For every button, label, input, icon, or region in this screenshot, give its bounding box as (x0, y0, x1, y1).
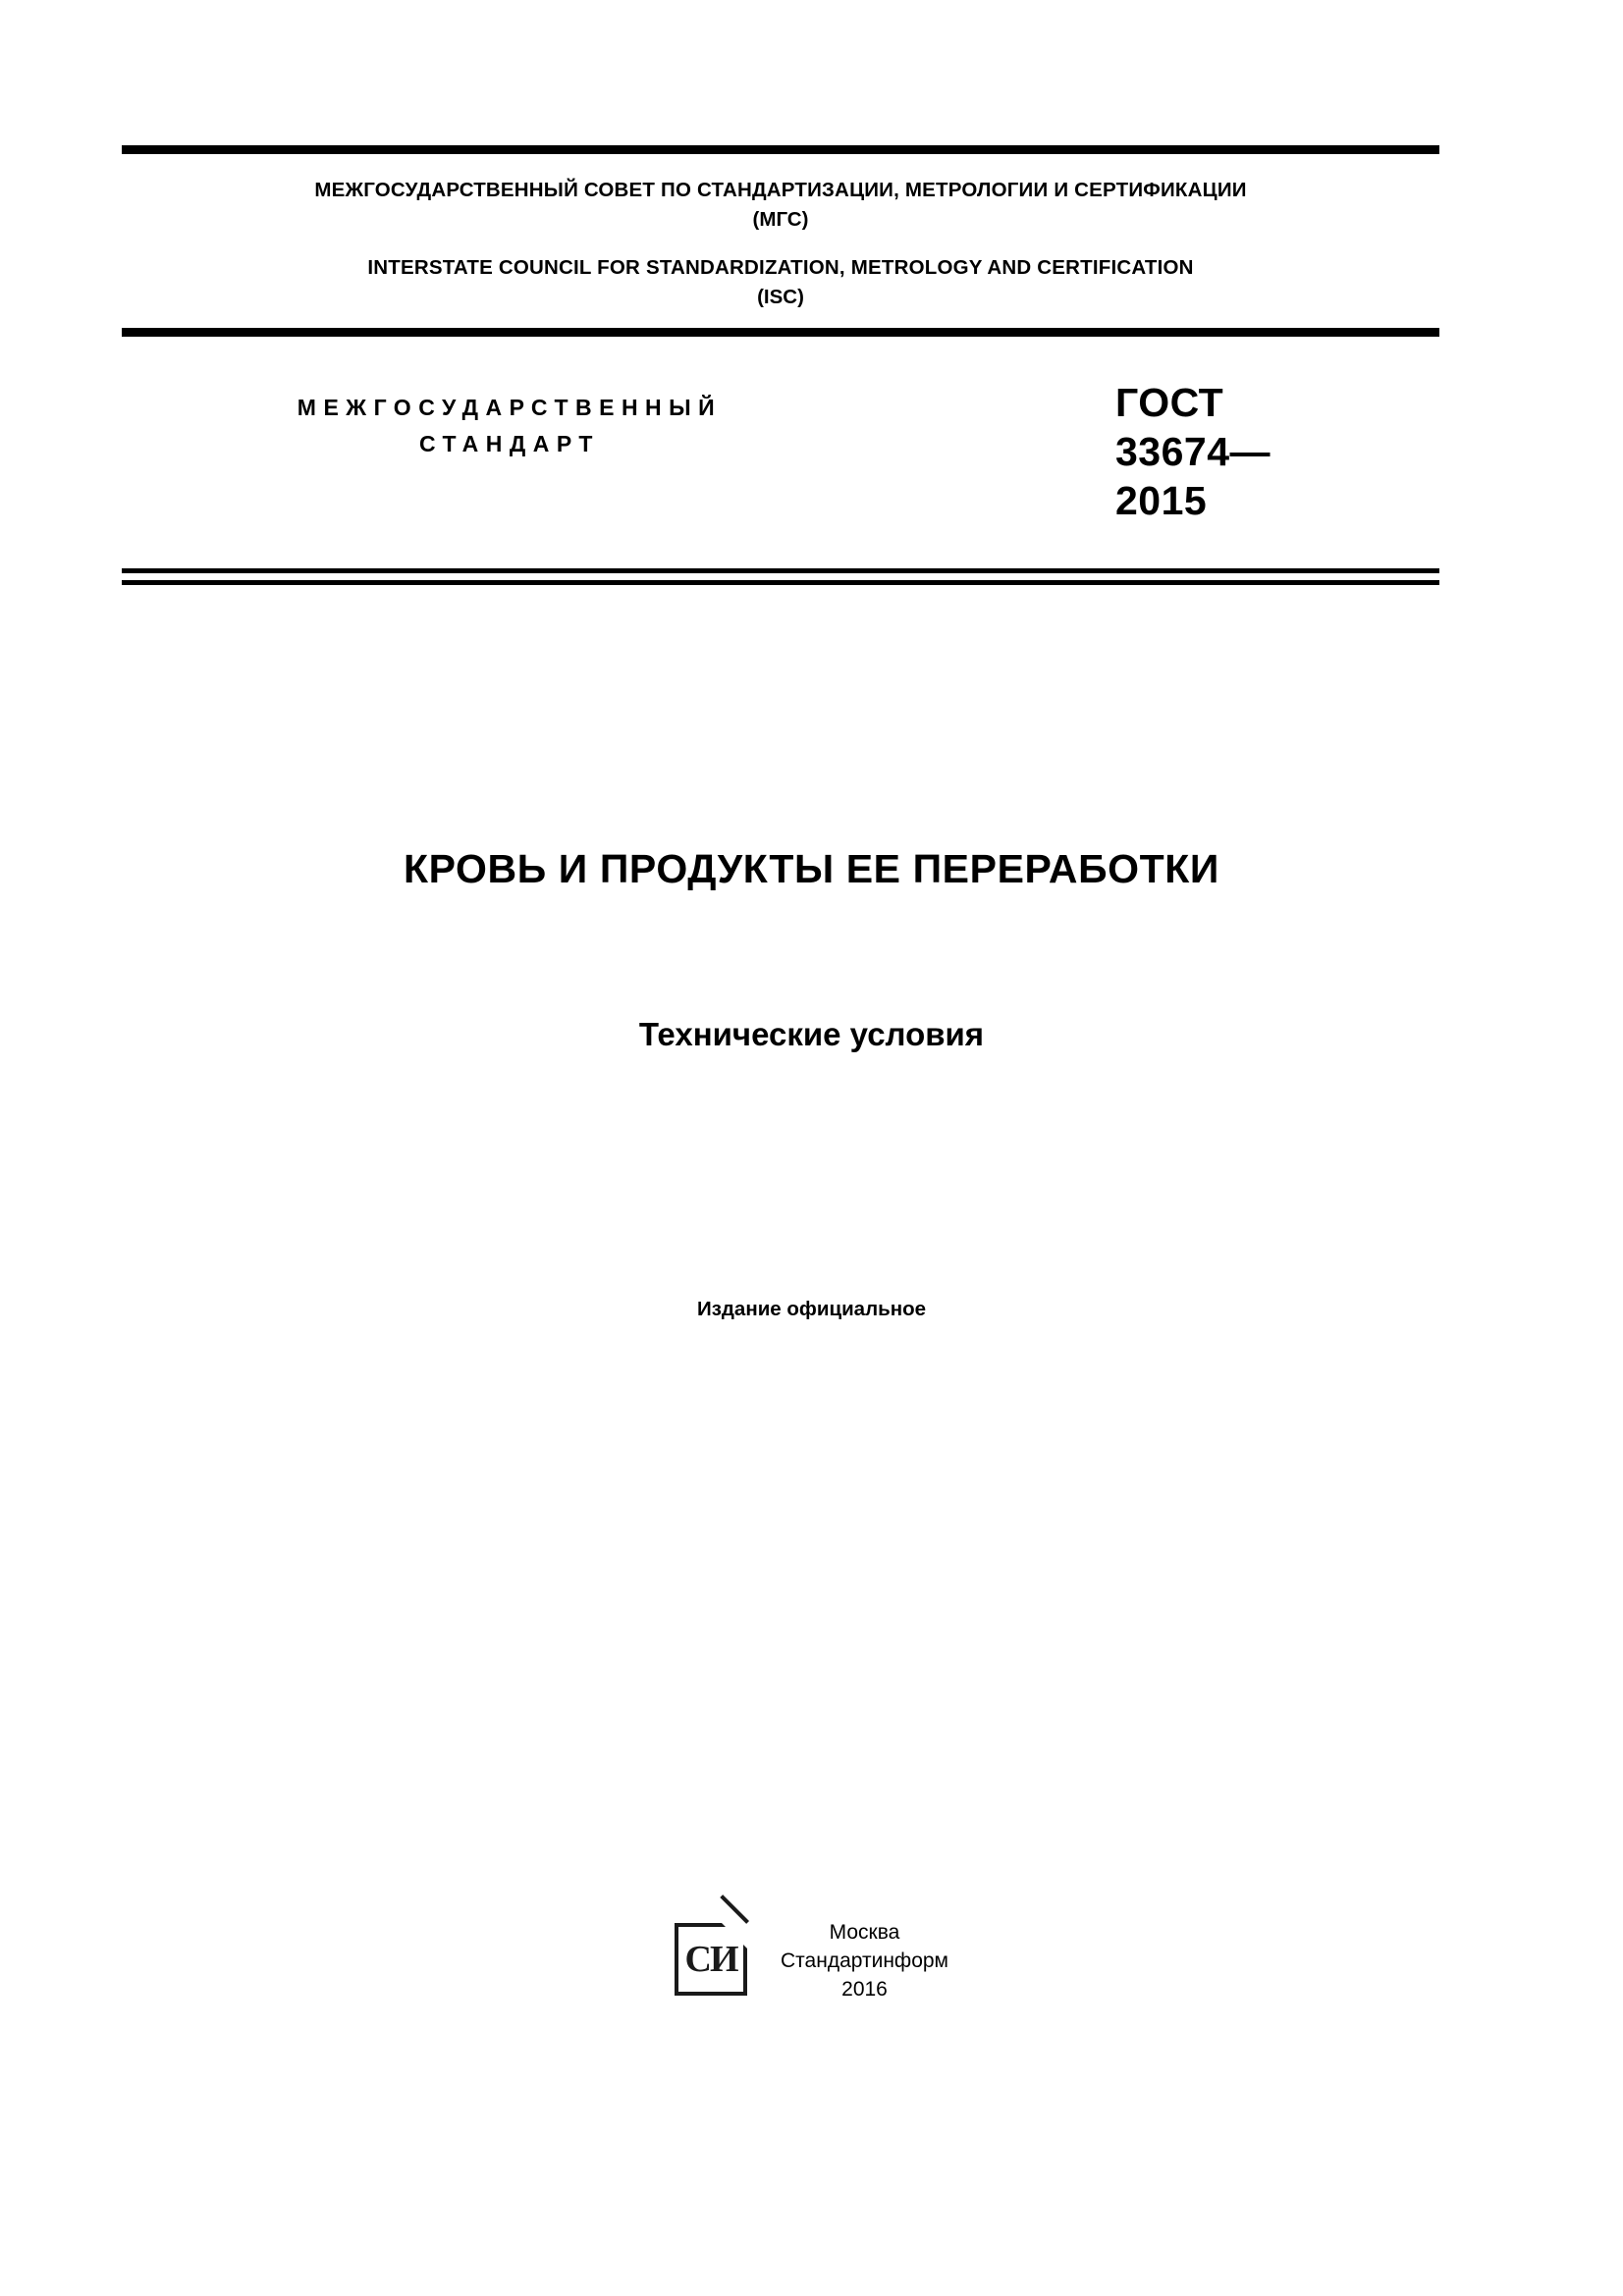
standard-kind-line-2: СТАНДАРТ (419, 430, 600, 456)
standard-designation-number: 33674— (1115, 428, 1271, 474)
council-name-ru: МЕЖГОСУДАРСТВЕННЫЙ СОВЕТ ПО СТАНДАРТИЗАЦИИ, МЕТРОЛОГИИ И СЕРТИФИКАЦИИ (314, 179, 1247, 201)
publisher-year: 2016 (841, 1977, 888, 2001)
standartinform-logo-icon (675, 1923, 747, 1996)
standard-designation-prefix: ГОСТ (1115, 379, 1224, 425)
logo-corner-line (720, 1895, 749, 1924)
standard-kind (122, 378, 897, 462)
header-top-rule (122, 145, 1439, 154)
edition-note: Издание официальное (696, 1298, 927, 1320)
council-abbr-en: (ISC) (757, 286, 804, 309)
standard-identification-row (122, 337, 1439, 568)
header-middle-rule (122, 328, 1439, 337)
council-abbr-ru: (МГС) (752, 207, 809, 231)
council-names (122, 154, 1439, 328)
council-spacer (122, 234, 1439, 253)
council-name-en: INTERSTATE COUNCIL FOR STANDARDIZATION, METROLOGY AND CERTIFICATION (367, 256, 1194, 280)
publisher-name: Стандартинформ (781, 1949, 948, 1972)
page-title: КРОВЬ И ПРОДУКТЫ ЕЕ ПЕРЕРАБОТКИ (404, 846, 1219, 891)
standard-kind-line-1: МЕЖГОСУДАРСТВЕННЫЙ (297, 394, 723, 420)
standard-designation (1102, 378, 1439, 525)
publisher-city: Москва (829, 1921, 900, 1944)
header-bottom-rule-2 (122, 580, 1439, 585)
publisher-text (781, 1919, 948, 2004)
logo-glyph: СИ (684, 1939, 737, 1980)
page-subtitle: Технические условия (638, 1016, 985, 1052)
header-block (122, 145, 1439, 585)
publisher-block (0, 1919, 1623, 2004)
standard-designation-year: 2015 (1115, 477, 1208, 523)
